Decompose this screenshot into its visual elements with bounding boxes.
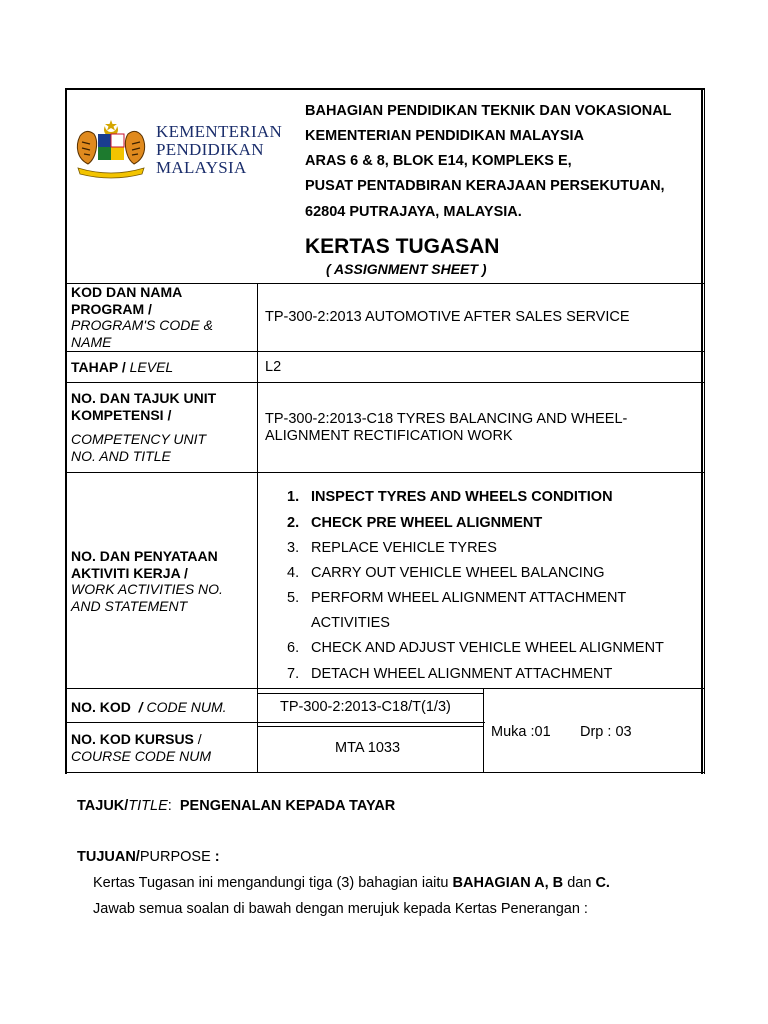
- list-item-continuation: ACTIVITIES: [311, 615, 390, 631]
- address-line-4: PUSAT PENTADBIRAN KERAJAAN PERSEKUTUAN,: [305, 178, 665, 194]
- code-value: TP-300-2:2013-C18/T(1/3): [280, 699, 451, 715]
- purpose-label: TUJUAN/: [77, 849, 140, 865]
- page-total: Drp : 03: [580, 724, 632, 740]
- level-label-bold: TAHAP /: [71, 359, 126, 375]
- competency-value-line-2: ALIGNMENT RECTIFICATION WORK: [265, 428, 513, 444]
- program-label-italic-1: PROGRAM'S CODE &: [71, 317, 213, 333]
- program-value: TP-300-2:2013 AUTOMOTIVE AFTER SALES SERVICE: [265, 309, 630, 325]
- title-label: TAJUK/: [77, 798, 129, 814]
- logo-line-2: PENDIDIKAN: [156, 140, 264, 159]
- competency-value: [265, 411, 627, 445]
- list-item-text: DETACH WHEEL ALIGNMENT ATTACHMENT: [311, 666, 613, 682]
- level-value: L2: [265, 359, 282, 375]
- level-label-italic: LEVEL: [129, 359, 174, 375]
- course-label-slash: /: [197, 731, 202, 747]
- course-label: [71, 731, 211, 764]
- purpose-paragraph-2: Jawab semua soalan di bawah dengan merujuk kepada Kertas Penerangan :: [93, 901, 588, 917]
- list-item: [287, 666, 612, 682]
- list-item: [287, 489, 613, 505]
- purpose-paragraph-1: [93, 875, 610, 891]
- list-item: [287, 590, 626, 606]
- course-label-bold: NO. KOD KURSUS: [71, 731, 194, 747]
- competency-value-line-1: TP-300-2:2013-C18 TYRES BALANCING AND WHEEL-: [265, 411, 628, 427]
- address-line-5: 62804 PUTRAJAYA, MALAYSIA.: [305, 204, 522, 220]
- list-item-number: 3.: [287, 540, 300, 556]
- activities-label-italic-2: AND STATEMENT: [71, 597, 188, 614]
- list-item-text: CHECK AND ADJUST VEHICLE WHEEL ALIGNMENT: [311, 640, 664, 656]
- program-label: [71, 284, 213, 350]
- program-label-bold-1: KOD DAN NAMA: [71, 284, 183, 300]
- competency-label: [71, 390, 216, 464]
- document-title: KERTAS TUGASAN: [305, 235, 500, 258]
- logo-text: [156, 123, 282, 177]
- course-value: MTA 1033: [335, 740, 401, 756]
- list-item: [287, 565, 605, 581]
- page-number: Muka :01: [491, 724, 551, 740]
- competency-label-italic-2: NO. AND TITLE: [71, 447, 171, 464]
- level-label: [71, 359, 173, 376]
- list-item: [287, 540, 497, 556]
- para1-parts: BAHAGIAN A, B: [452, 875, 564, 891]
- list-item: [287, 640, 664, 656]
- coat-of-arms-icon: [72, 118, 150, 180]
- competency-label-bold-2: KOMPETENSI /: [71, 406, 172, 423]
- list-item-number: 5.: [287, 590, 300, 606]
- list-item-number: 2.: [287, 515, 300, 531]
- code-label-bold: NO. KOD: [71, 699, 131, 715]
- competency-label-bold-1: NO. DAN TAJUK UNIT: [71, 390, 217, 406]
- list-item: [287, 515, 542, 531]
- title-colon: :: [167, 798, 172, 814]
- title-line: [77, 798, 395, 814]
- activities-label-bold-2: AKTIVITI KERJA /: [71, 564, 188, 581]
- list-item-text: INSPECT TYRES AND WHEELS CONDITION: [311, 489, 613, 505]
- purpose-line: [77, 849, 220, 865]
- list-item-number: 7.: [287, 666, 300, 682]
- activities-label-italic-1: WORK ACTIVITIES NO.: [71, 581, 223, 597]
- list-item-text: PERFORM WHEEL ALIGNMENT ATTACHMENT: [311, 590, 627, 606]
- para1-and: dan: [567, 875, 592, 891]
- activities-label-bold-1: NO. DAN PENYATAAN: [71, 548, 218, 564]
- competency-label-italic-1: COMPETENCY UNIT: [71, 431, 207, 447]
- logo-line-1: KEMENTERIAN: [156, 122, 283, 141]
- purpose-label-plain: PURPOSE: [139, 849, 211, 865]
- purpose-colon: :: [214, 849, 220, 865]
- document-subtitle: ( ASSIGNMENT SHEET ): [326, 261, 487, 277]
- list-item-text: CARRY OUT VEHICLE WHEEL BALANCING: [311, 565, 605, 581]
- para1-part-c: C.: [595, 875, 610, 891]
- address-line-3: ARAS 6 & 8, BLOK E14, KOMPLEKS E,: [305, 153, 572, 169]
- list-item-text: REPLACE VEHICLE TYRES: [311, 540, 497, 556]
- para1-text: Kertas Tugasan ini mengandungi tiga (3) bahagian iaitu: [93, 875, 449, 891]
- list-item-number: 4.: [287, 565, 300, 581]
- code-label: [71, 699, 227, 716]
- program-label-bold-2: PROGRAM /: [71, 300, 152, 317]
- activities-label: [71, 548, 223, 614]
- address-line-1: BAHAGIAN PENDIDIKAN TEKNIK DAN VOKASIONAL: [305, 103, 672, 119]
- list-item-number: 6.: [287, 640, 300, 656]
- list-item-number: 1.: [287, 489, 300, 505]
- course-label-italic: COURSE CODE NUM: [71, 747, 212, 764]
- address-line-2: KEMENTERIAN PENDIDIKAN MALAYSIA: [305, 128, 585, 144]
- list-item-text: CHECK PRE WHEEL ALIGNMENT: [311, 515, 543, 531]
- title-label-italic: TITLE: [128, 798, 168, 814]
- logo-line-3: MALAYSIA: [156, 158, 247, 177]
- title-value: PENGENALAN KEPADA TAYAR: [179, 798, 396, 814]
- ministry-logo: [72, 118, 292, 180]
- program-label-italic-2: NAME: [71, 333, 112, 350]
- code-label-slash: /: [138, 699, 143, 715]
- code-label-italic: CODE NUM.: [146, 699, 227, 715]
